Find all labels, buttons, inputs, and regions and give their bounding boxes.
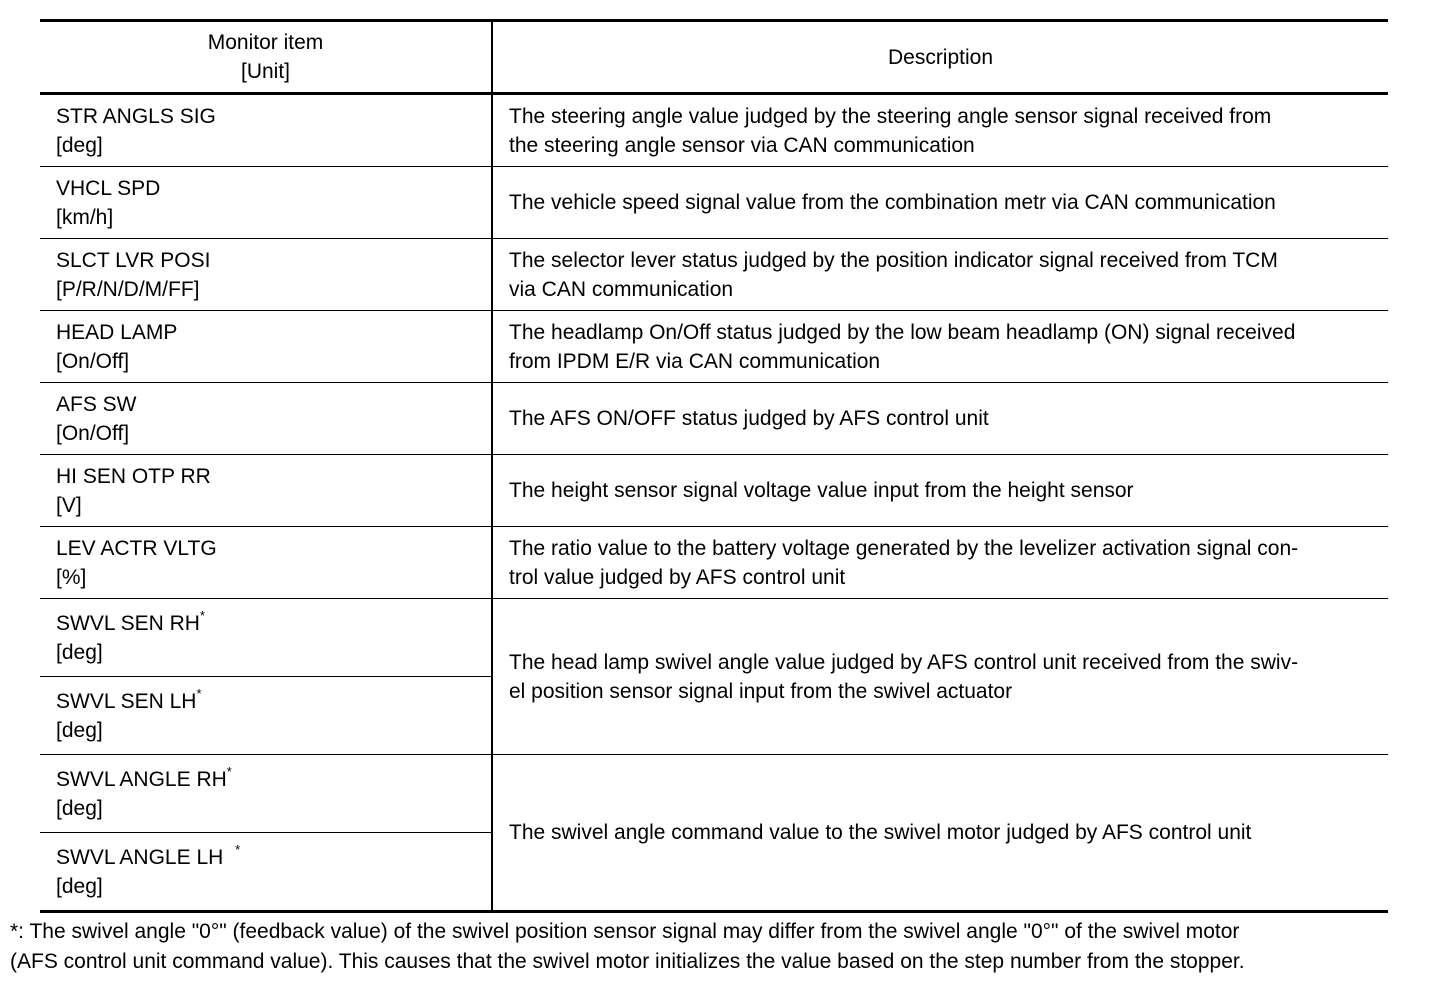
table-row [40, 94, 1388, 167]
header-monitor-item [40, 21, 492, 94]
monitor-item-unit: [deg] [56, 874, 103, 898]
monitor-item-name-line [56, 843, 491, 872]
description-line: The height sensor signal voltage value input from the height sensor [509, 479, 1134, 502]
description-line: el position sensor signal input from the swivel actuator [509, 679, 1013, 703]
monitor-item-cell [40, 833, 492, 912]
monitor-item-unit: [P/R/N/D/M/FF] [56, 277, 200, 301]
monitor-item-unit: [%] [56, 565, 87, 589]
footnote-marker: * [196, 685, 202, 701]
monitor-item-name: SWVL SEN LH [56, 689, 197, 713]
header-monitor-item-label: Monitor item [207, 31, 324, 54]
table-row [40, 599, 1388, 677]
description-cell [492, 383, 1388, 455]
monitor-item-name: LEV ACTR VLTG [56, 536, 217, 560]
monitor-item-cell [40, 94, 492, 167]
description-line: The AFS ON/OFF status judged by AFS control unit [509, 407, 989, 430]
table-row [40, 311, 1388, 383]
monitor-item-name-line [56, 609, 491, 638]
header-unit-label: [Unit] [240, 60, 290, 83]
monitor-item-unit: [deg] [56, 718, 103, 742]
description-line: The head lamp swivel angle value judged by AFS control unit received from the swiv- [509, 650, 1299, 674]
monitor-item-unit: [On/Off] [56, 349, 130, 373]
monitor-item-cell [40, 383, 492, 455]
monitor-item-cell [40, 755, 492, 833]
monitor-item-unit: [V] [56, 493, 82, 517]
monitor-item-name: HI SEN OTP RR [56, 464, 211, 488]
description-line: The ratio value to the battery voltage generated by the levelizer activation signal con- [509, 536, 1299, 560]
monitor-item-cell [40, 239, 492, 311]
description-cell [492, 167, 1388, 239]
footnote-line: (AFS control unit command value). This causes that the swivel motor initializes the value based on the step number from the stopper. [10, 950, 1245, 973]
table-row [40, 239, 1388, 311]
description-line: The selector lever status judged by the position indicator signal received from TCM [509, 248, 1278, 272]
description-line: The vehicle speed signal value from the combination metr via CAN communication [509, 191, 1276, 214]
footnote-line: *: The swivel angle "0°" (feedback value) of the swivel position sensor signal may differ from the swivel angle "0°" of the swivel motor [10, 920, 1240, 943]
monitor-item-unit: [km/h] [56, 205, 114, 229]
description-line: The swivel angle command value to the swivel motor judged by AFS control unit [509, 821, 1252, 844]
monitor-item-name-line [56, 687, 491, 716]
monitor-item-name: STR ANGLS SIG [56, 104, 216, 128]
description-cell [492, 311, 1388, 383]
footnote-marker: * [235, 841, 241, 857]
table-row [40, 167, 1388, 239]
monitor-item-unit: [deg] [56, 133, 103, 157]
table-row [40, 755, 1388, 833]
monitor-item-cell [40, 167, 492, 239]
monitor-item-unit: [On/Off] [56, 421, 130, 445]
description-cell [492, 239, 1388, 311]
monitor-item-name: HEAD LAMP [56, 320, 178, 344]
monitor-item-name: VHCL SPD [56, 176, 161, 200]
footnote-marker: * [199, 607, 205, 623]
footnote-marker: * [226, 763, 232, 779]
monitor-item-name: SWVL SEN RH [56, 611, 200, 635]
monitor-item-name: SWVL ANGLE RH [56, 767, 227, 791]
description-line: The headlamp On/Off status judged by the low beam headlamp (ON) signal received [509, 320, 1296, 344]
monitor-item-unit: [deg] [56, 640, 103, 664]
description-line: via CAN communication [509, 277, 734, 301]
monitor-item-table [40, 19, 1388, 913]
monitor-item-cell [40, 455, 492, 527]
monitor-item-name: AFS SW [56, 392, 137, 416]
header-description: Description [492, 21, 1388, 94]
description-cell [492, 94, 1388, 167]
description-cell [492, 527, 1388, 599]
description-cell [492, 455, 1388, 527]
description-line: from IPDM E/R via CAN communication [509, 349, 881, 373]
monitor-item-cell [40, 311, 492, 383]
table-header-row [40, 21, 1388, 94]
description-line: trol value judged by AFS control unit [509, 565, 846, 589]
monitor-item-cell [40, 599, 492, 677]
monitor-item-cell [40, 527, 492, 599]
monitor-item-cell [40, 677, 492, 755]
table-row [40, 455, 1388, 527]
table-row [40, 383, 1388, 455]
description-line: the steering angle sensor via CAN communication [509, 133, 975, 157]
monitor-item-name-line [56, 765, 491, 794]
monitor-item-name: SWVL ANGLE LH [56, 845, 230, 869]
monitor-item-unit: [deg] [56, 796, 103, 820]
footnote [10, 917, 1430, 977]
monitor-item-name: SLCT LVR POSI [56, 248, 211, 272]
description-cell [492, 755, 1388, 912]
description-line: The steering angle value judged by the steering angle sensor signal received from [509, 104, 1272, 128]
description-cell [492, 599, 1388, 755]
table-row [40, 527, 1388, 599]
